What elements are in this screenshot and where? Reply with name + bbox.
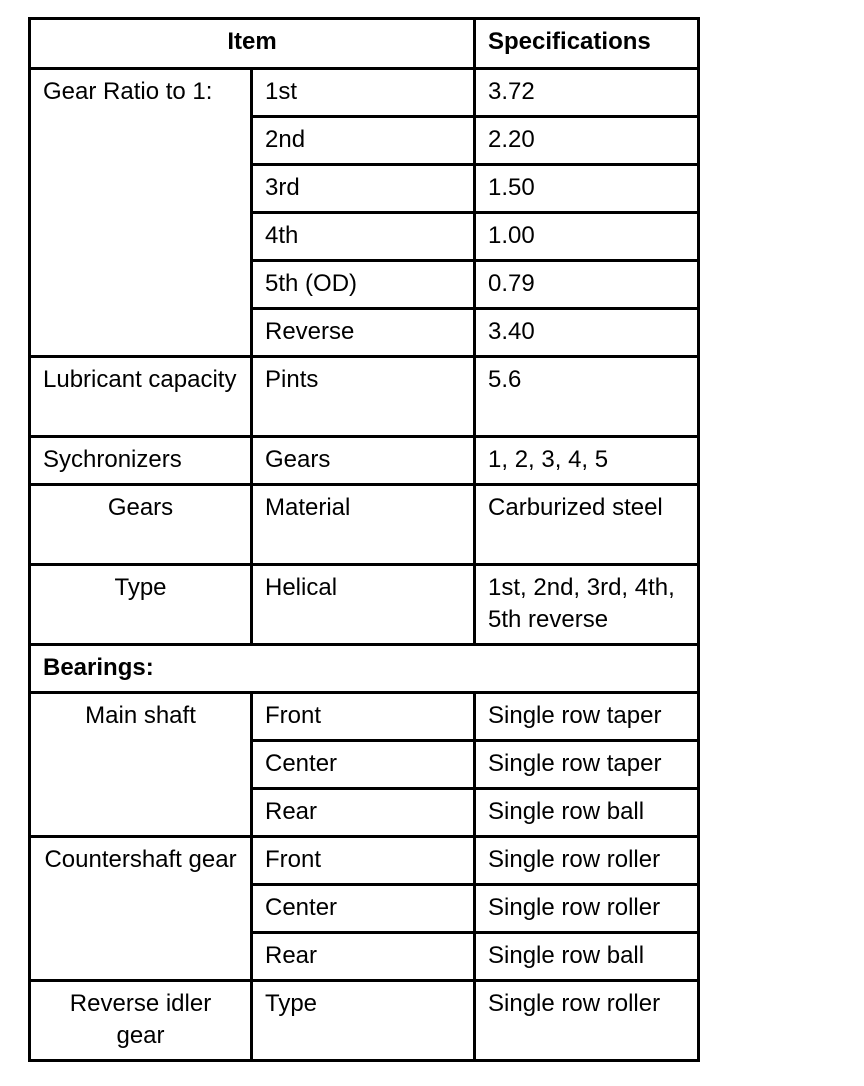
bearing-value: Single row roller: [475, 837, 699, 885]
bearing-value: Single row taper: [475, 693, 699, 741]
bearing-position: Rear: [252, 789, 475, 837]
bearing-value: Single row taper: [475, 741, 699, 789]
table-row: [30, 837, 699, 885]
lubricant-unit: Pints: [252, 357, 475, 437]
reverse-idler-sub: Type: [252, 981, 475, 1061]
bearing-value: Single row roller: [475, 885, 699, 933]
bearing-position: Front: [252, 837, 475, 885]
gear-ratio-label: Gear Ratio to 1:: [30, 69, 252, 357]
gear-name: 4th: [252, 213, 475, 261]
gear-name: 2nd: [252, 117, 475, 165]
gear-ratio-value: 1.00: [475, 213, 699, 261]
bearing-position: Front: [252, 693, 475, 741]
gear-ratio-value: 3.72: [475, 69, 699, 117]
bearing-value: Single row ball: [475, 933, 699, 981]
table-row: [30, 485, 699, 565]
table-row: [30, 693, 699, 741]
table-row: [30, 357, 699, 437]
gear-name: 5th (OD): [252, 261, 475, 309]
reverse-idler-label: Reverse idler gear: [30, 981, 252, 1061]
bearings-label: Bearings:: [30, 645, 699, 693]
gear-name: 3rd: [252, 165, 475, 213]
table-row: [30, 437, 699, 485]
bearing-value: Single row ball: [475, 789, 699, 837]
gears-value: Carburized steel: [475, 485, 699, 565]
header-item: Item: [30, 19, 475, 69]
gear-ratio-value: 3.40: [475, 309, 699, 357]
gears-sub: Material: [252, 485, 475, 565]
table-row: [30, 565, 699, 645]
bearing-position: Center: [252, 885, 475, 933]
synchronizers-sub: Gears: [252, 437, 475, 485]
table-row: [30, 981, 699, 1061]
header-row: [30, 19, 699, 69]
gear-ratio-value: 1.50: [475, 165, 699, 213]
reverse-idler-value: Single row roller: [475, 981, 699, 1061]
type-sub: Helical: [252, 565, 475, 645]
gear-ratio-value: 2.20: [475, 117, 699, 165]
lubricant-label: Lubricant capacity: [30, 357, 252, 437]
gear-name: Reverse: [252, 309, 475, 357]
synchronizers-value: 1, 2, 3, 4, 5: [475, 437, 699, 485]
table-row: [30, 69, 699, 117]
synchronizers-label: Sychronizers: [30, 437, 252, 485]
type-value: 1st, 2nd, 3rd, 4th, 5th reverse: [475, 565, 699, 645]
lubricant-value: 5.6: [475, 357, 699, 437]
header-specifications: Specifications: [475, 19, 699, 69]
gear-name: 1st: [252, 69, 475, 117]
countershaft-label: Countershaft gear: [30, 837, 252, 981]
main-shaft-label: Main shaft: [30, 693, 252, 837]
specifications-table: [28, 17, 700, 1062]
bearing-position: Center: [252, 741, 475, 789]
gear-ratio-value: 0.79: [475, 261, 699, 309]
table-row: [30, 645, 699, 693]
gears-label: Gears: [30, 485, 252, 565]
type-label: Type: [30, 565, 252, 645]
bearing-position: Rear: [252, 933, 475, 981]
